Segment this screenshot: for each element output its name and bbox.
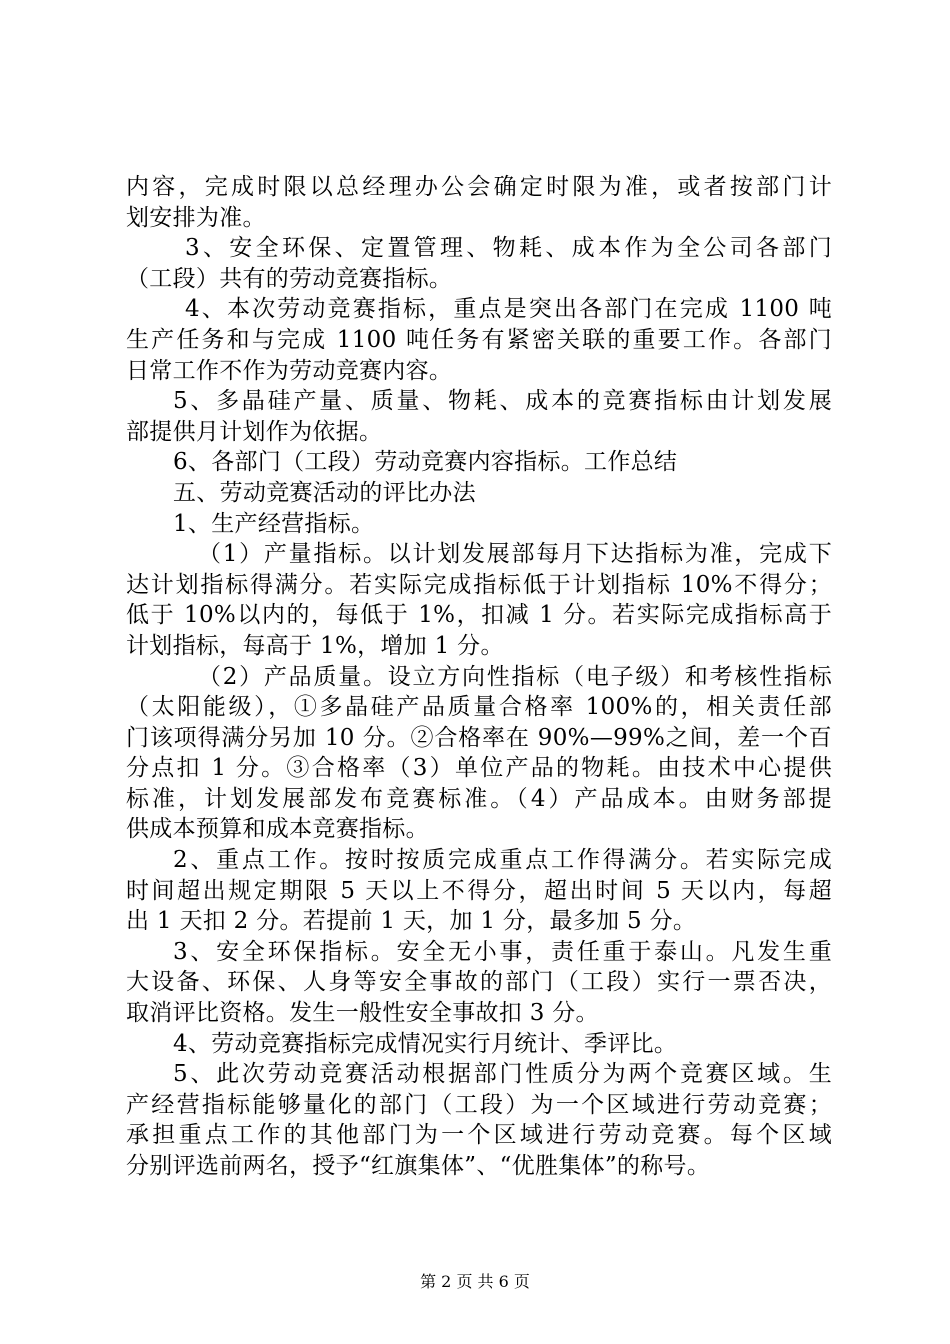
text-line: 低于 10%以内的，每低于 1%，扣减 1 分。若实际完成指标高于 bbox=[126, 602, 832, 629]
text-line: 4、本次劳动竞赛指标，重点是突出各部门在完成 1100 吨 bbox=[185, 296, 832, 323]
text-line: 出 1 天扣 2 分。若提前 1 天，加 1 分，最多加 5 分。 bbox=[126, 908, 697, 935]
text-line: 4、劳动竞赛指标完成情况实行月统计、季评比。 bbox=[173, 1030, 678, 1057]
text-line: 划安排为准。 bbox=[126, 204, 266, 231]
text-line: （工段）共有的劳动竞赛指标。 bbox=[126, 265, 453, 292]
text-line: 门该项得满分另加 10 分。②合格率在 90%—99%之间，差一个百 bbox=[126, 724, 832, 751]
text-line: 5、此次劳动竞赛活动根据部门性质分为两个竞赛区域。生 bbox=[173, 1061, 832, 1088]
text-line: 取消评比资格。发生一般性安全事故扣 3 分。 bbox=[126, 1000, 599, 1027]
text-line: 承担重点工作的其他部门为一个区域进行劳动竞赛。每个区域 bbox=[126, 1122, 832, 1149]
text-line: 大设备、环保、人身等安全事故的部门（工段）实行一票否决， bbox=[126, 969, 832, 996]
text-line: 产经营指标能够量化的部门（工段）为一个区域进行劳动竞赛； bbox=[126, 1091, 832, 1118]
text-line: 2、重点工作。按时按质完成重点工作得满分。若实际完成 bbox=[173, 847, 832, 874]
text-line: 6、各部门（工段）劳动竞赛内容指标。工作总结 bbox=[173, 449, 678, 476]
text-line: 1、生产经营指标。 bbox=[173, 510, 375, 537]
text-line: 达计划指标得满分。若实际完成指标低于计划指标 10%不得分； bbox=[126, 571, 832, 598]
text-line: （1）产量指标。以计划发展部每月下达指标为准，完成下 bbox=[198, 541, 832, 568]
text-line: 分点扣 1 分。③合格率（3）单位产品的物耗。由技术中心提供 bbox=[126, 755, 832, 782]
text-line: 5、多晶硅产量、质量、物耗、成本的竞赛指标由计划发展 bbox=[173, 388, 832, 415]
text-line: 3、安全环保指标。安全无小事，责任重于泰山。凡发生重 bbox=[173, 938, 832, 965]
text-line: 部提供月计划作为依据。 bbox=[126, 418, 383, 445]
text-line: 生产任务和与完成 1100 吨任务有紧密关联的重要工作。各部门 bbox=[126, 326, 832, 353]
page-number-footer: 第 2 页 共 6 页 bbox=[420, 1272, 530, 1291]
text-line: （2）产品质量。设立方向性指标（电子级）和考核性指标 bbox=[198, 663, 832, 690]
text-line: 供成本预算和成本竞赛指标。 bbox=[126, 816, 429, 843]
text-line: 3、安全环保、定置管理、物耗、成本作为全公司各部门 bbox=[185, 235, 832, 262]
text-line: 内容，完成时限以总经理办公会确定时限为准，或者按部门计 bbox=[126, 174, 832, 200]
text-line: （太阳能级），①多晶硅产品质量合格率 100%的，相关责任部 bbox=[126, 694, 832, 721]
text-line: 分别评选前两名，授予“红旗集体”、“优胜集体”的称号。 bbox=[126, 1153, 711, 1179]
text-line: 计划指标，每高于 1%，增加 1 分。 bbox=[126, 632, 504, 659]
document-body bbox=[126, 172, 832, 1182]
text-line: 时间超出规定期限 5 天以上不得分，超出时间 5 天以内，每超 bbox=[126, 877, 832, 904]
text-line: 日常工作不作为劳动竞赛内容。 bbox=[126, 357, 453, 384]
section-heading: 五、劳动竞赛活动的评比办法 bbox=[173, 479, 476, 506]
text-line: 标准，计划发展部发布竞赛标准。（4）产品成本。由财务部提 bbox=[126, 785, 832, 812]
